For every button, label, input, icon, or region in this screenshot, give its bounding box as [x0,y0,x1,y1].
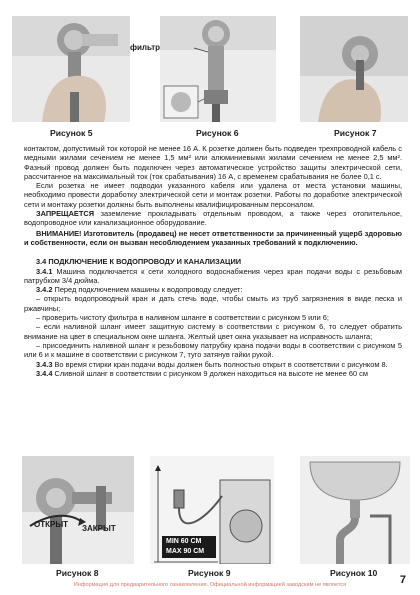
figure-8 [22,456,134,578]
paragraph-socket: Если розетка не имеет подводки указанного кабеля или удалена от места установки машины, необходимо провести доработку электрической сети и монтаж розетки. Работы по доработке электрической сети и монтажу розетки должны быть выполнены квалифицированным персоналом. [24,181,402,209]
min-height-label: MIN 60 CM [166,538,202,545]
item-3-4-4-text: Сливной шланг в соответствии с рисунком 9 должен находиться на высоте не менее 60 см [52,368,368,378]
dash-item-1: – открыть водопроводный кран и дать стечь воде, чтобы смыть из труб загрязнения в виде песка и ржавчины; [24,294,402,313]
max-height-label: MAX 90 CM [166,548,205,555]
prohibited-text: заземление прокладывать отдельным проводом, а также через отопительное, водопроводное или канализационное оборудование. [24,209,402,228]
paragraph-grounding [24,209,402,228]
item-3-4-1-number: 3.4.1 [36,266,53,276]
dash-item-4: – присоединить наливной шланг к резьбовому патрубку крана подачи воды в соответствии с рисунком 5 или 6 и к машине в соответствии с рисунком 7, туго затянув гайки рукой. [24,340,402,360]
figure-10 [300,456,410,578]
prohibited-label: ЗАПРЕЩАЕТСЯ [36,209,95,219]
warning-paragraph: ВНИМАНИЕ! Изготовитель (продавец) не несет ответственности за причиненный ущерб здоровью и собственности, если он вызван несоблюдением указанных требований к подключению. [24,228,402,247]
item-3-4-4 [24,369,402,378]
figure-5-photo [12,16,130,122]
item-3-4-1-text: Машина подключается к сети холодного водоснабжения через кран подачи воды с резьбовым патрубком 3/4 дюйма. [24,266,402,285]
item-3-4-4-number: 3.4.4 [36,368,53,378]
item-3-4-3-text: Во время стирки кран подачи воды должен быть полностью открыт в соответствии с рисунком 8. [52,359,388,369]
figure-5 [12,16,130,138]
figure-8-photo [22,456,134,564]
paragraph-electrical: контактом, допустимый ток которой не менее 16 А. К розетке должен быть подведен трехпроводной кабель с медными жилами сечением не менее 1,5 мм² или алюминиевыми жилами сечением не менее 2,5 мм². Фазный провод должен быть подключен через автоматическое устройство защиты электрической сети, рассчитанное на максимальный ток (ток срабатывания) 16 А, с временем срабатывания не более 0,1 с. [24,144,402,181]
figure-10-caption: Рисунок 10 [330,568,378,578]
figure-7-caption: Рисунок 7 [334,128,377,138]
item-3-4-2 [24,285,402,294]
item-3-4-2-text: Перед подключением машины к водопроводу следует: [52,285,243,295]
figure-9-caption: Рисунок 9 [188,568,231,578]
figure-10-photo [300,456,410,564]
dash-item-2: – проверить чистоту фильтра в наливном шланге в соответствии с рисунком 5 или 6; [36,313,329,323]
item-3-4-1 [24,267,402,286]
filter-label: фильтр [130,43,161,52]
footer-notice: Информация для предварительного ознакомления. Официальной информацией заводским не является [73,582,347,588]
item-3-4-3 [24,360,402,369]
page-number: 7 [399,574,406,586]
item-3-4-3-number: 3.4.3 [36,359,53,369]
figure-7 [300,16,408,138]
figure-8-caption: Рисунок 8 [56,568,99,578]
figure-6-caption: Рисунок 6 [196,128,239,138]
figure-9 [150,456,274,578]
dash-item-3: – если наливной шланг имеет защитную систему в соответствии с рисунком 6, то следует обратить внимание на цвет в специальном окне шланга. Желтый цвет окна указывает на исправность шланга; [24,322,402,341]
figure-6-photo [160,16,276,122]
open-label: ОТКРЫТ [34,520,69,529]
closed-label: ЗАКРЫТ [82,524,116,533]
body-text [24,144,402,378]
section-title: 3.4 ПОДКЛЮЧЕНИЕ К ВОДОПРОВОДУ И КАНАЛИЗАЦИИ [36,257,242,267]
figure-7-photo [300,16,408,122]
item-3-4-2-number: 3.4.2 [36,285,53,295]
figure-6 [130,16,276,138]
figure-5-caption: Рисунок 5 [50,128,93,138]
